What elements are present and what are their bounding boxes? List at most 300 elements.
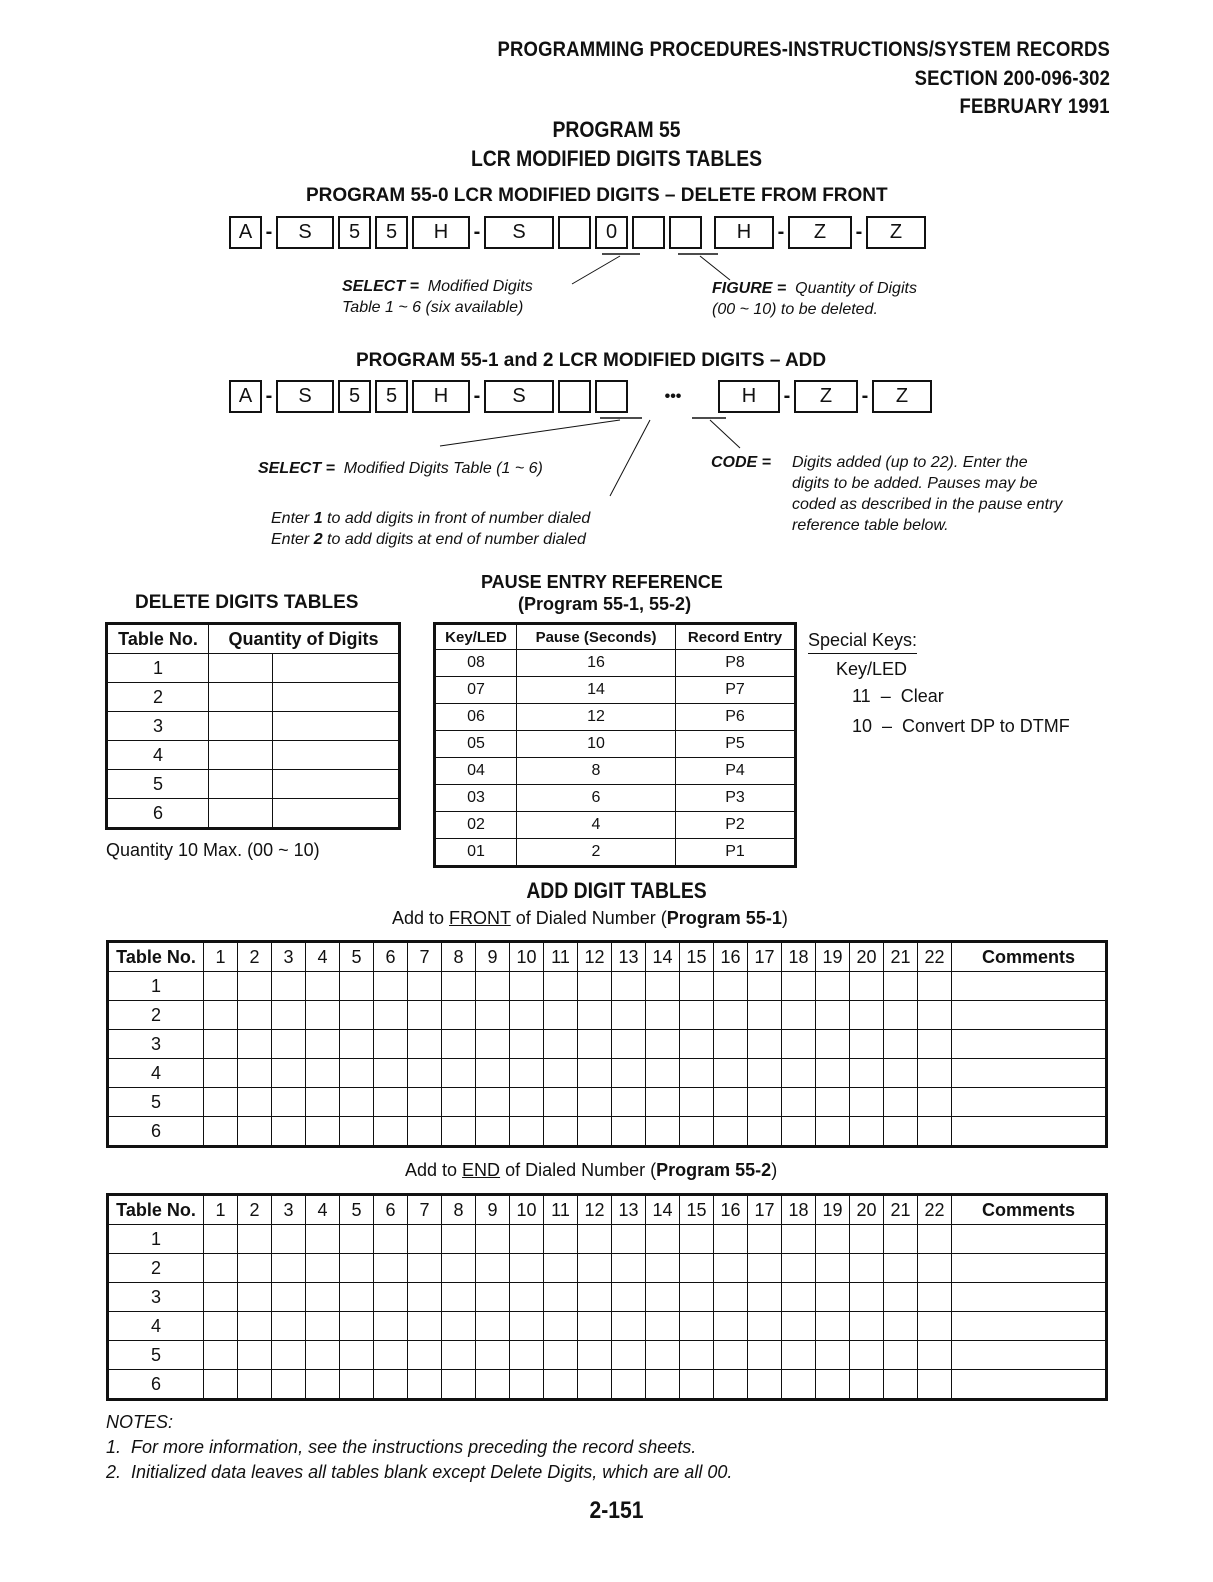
entry-cell[interactable] [272, 1370, 306, 1400]
row-label: 3 [108, 1030, 204, 1059]
entry-cell[interactable] [612, 1283, 646, 1312]
entry-cell[interactable] [884, 1088, 918, 1117]
entry-cell[interactable] [340, 1225, 374, 1254]
entry-cell[interactable] [204, 1283, 238, 1312]
entry-cell[interactable] [510, 1254, 544, 1283]
entry-cell[interactable] [612, 1001, 646, 1030]
entry-cell[interactable] [476, 972, 510, 1001]
comments-cell[interactable] [952, 1225, 1107, 1254]
key-box: 5 [338, 380, 371, 413]
entry-cell[interactable] [782, 972, 816, 1001]
entry-cell[interactable] [918, 1117, 952, 1147]
entry-cell[interactable] [646, 1254, 680, 1283]
entry-cell[interactable] [850, 1059, 884, 1088]
entry-cell[interactable] [782, 1001, 816, 1030]
entry-cell[interactable] [646, 972, 680, 1001]
digit-col-header: 11 [544, 942, 578, 972]
entry-cell[interactable] [204, 972, 238, 1001]
entry-cell[interactable] [306, 972, 340, 1001]
entry-cell[interactable] [374, 972, 408, 1001]
comments-cell[interactable] [952, 1030, 1107, 1059]
entry-cell[interactable] [442, 1341, 476, 1370]
entry-cell[interactable] [510, 1001, 544, 1030]
entry-cell[interactable] [884, 1059, 918, 1088]
entry-cell[interactable] [612, 1059, 646, 1088]
delete-table-note: Quantity 10 Max. (00 ~ 10) [106, 840, 320, 860]
entry-cell[interactable] [442, 1283, 476, 1312]
entry-cell[interactable] [884, 1254, 918, 1283]
entry-cell[interactable] [578, 1001, 612, 1030]
entry-cell[interactable] [238, 1341, 272, 1370]
entry-cell[interactable] [850, 1225, 884, 1254]
entry-cell[interactable] [884, 1312, 918, 1341]
entry-cell[interactable] [272, 1088, 306, 1117]
entry-cell[interactable] [714, 1225, 748, 1254]
entry-cell[interactable] [748, 1088, 782, 1117]
entry-cell[interactable] [306, 1001, 340, 1030]
entry-cell[interactable] [646, 1117, 680, 1147]
entry-cell[interactable] [272, 712, 399, 741]
entry-cell[interactable] [204, 1059, 238, 1088]
entry-cell[interactable] [680, 972, 714, 1001]
entry-cell[interactable] [884, 1030, 918, 1059]
entry-cell[interactable] [578, 1370, 612, 1400]
entry-cell[interactable] [714, 1370, 748, 1400]
comments-cell[interactable] [952, 1312, 1107, 1341]
entry-cell[interactable] [340, 1030, 374, 1059]
entry-cell[interactable] [442, 1001, 476, 1030]
entry-cell[interactable] [850, 1001, 884, 1030]
entry-cell[interactable] [544, 972, 578, 1001]
entry-cell[interactable] [782, 1283, 816, 1312]
entry-cell[interactable] [408, 1088, 442, 1117]
entry-cell[interactable] [374, 1059, 408, 1088]
entry-cell[interactable] [578, 1312, 612, 1341]
entry-cell[interactable] [476, 1341, 510, 1370]
entry-cell[interactable] [306, 1312, 340, 1341]
entry-cell[interactable] [714, 1117, 748, 1147]
entry-cell[interactable] [209, 712, 273, 741]
entry-cell[interactable] [408, 1225, 442, 1254]
entry-cell[interactable] [306, 1225, 340, 1254]
entry-cell[interactable] [306, 1117, 340, 1147]
entry-cell[interactable] [612, 1117, 646, 1147]
entry-cell[interactable] [306, 1030, 340, 1059]
entry-cell[interactable] [918, 1370, 952, 1400]
entry-cell[interactable] [544, 1030, 578, 1059]
entry-cell[interactable] [646, 1312, 680, 1341]
entry-cell[interactable] [306, 1283, 340, 1312]
entry-cell[interactable] [646, 1225, 680, 1254]
entry-cell[interactable] [408, 1030, 442, 1059]
entry-cell[interactable] [306, 1088, 340, 1117]
entry-cell[interactable] [714, 1001, 748, 1030]
entry-cell[interactable] [612, 1370, 646, 1400]
entry-cell[interactable] [510, 1117, 544, 1147]
entry-cell[interactable] [442, 1370, 476, 1400]
entry-cell[interactable] [442, 1117, 476, 1147]
entry-cell[interactable] [306, 1341, 340, 1370]
entry-cell[interactable] [544, 1088, 578, 1117]
entry-cell[interactable] [510, 1030, 544, 1059]
entry-cell[interactable] [612, 1030, 646, 1059]
entry-cell[interactable] [340, 1001, 374, 1030]
comments-cell[interactable] [952, 972, 1107, 1001]
col-header: Record Entry [676, 624, 796, 650]
entry-cell[interactable] [850, 1341, 884, 1370]
entry-cell[interactable] [782, 1117, 816, 1147]
entry-cell[interactable] [578, 1225, 612, 1254]
entry-cell[interactable] [408, 1341, 442, 1370]
entry-cell[interactable] [918, 1225, 952, 1254]
entry-cell[interactable] [680, 1030, 714, 1059]
comments-cell[interactable] [952, 1117, 1107, 1147]
entry-cell[interactable] [374, 1225, 408, 1254]
entry-cell[interactable] [646, 1030, 680, 1059]
entry-cell[interactable] [578, 1341, 612, 1370]
entry-cell[interactable] [680, 1254, 714, 1283]
entry-cell[interactable] [816, 1088, 850, 1117]
entry-cell[interactable] [918, 1030, 952, 1059]
entry-cell[interactable] [442, 1030, 476, 1059]
entry-cell[interactable] [238, 1030, 272, 1059]
entry-cell[interactable] [374, 1117, 408, 1147]
entry-cell[interactable] [238, 972, 272, 1001]
entry-cell[interactable] [918, 972, 952, 1001]
entry-cell[interactable] [884, 1283, 918, 1312]
entry-cell[interactable] [272, 741, 399, 770]
entry-cell[interactable] [238, 1059, 272, 1088]
p5512-key-sequence: A - S 5 5 H - S ••• H - Z - Z [229, 380, 932, 413]
entry-cell[interactable] [714, 1283, 748, 1312]
entry-cell[interactable] [442, 1059, 476, 1088]
entry-cell[interactable] [782, 1341, 816, 1370]
entry-cell[interactable] [748, 1341, 782, 1370]
entry-cell[interactable] [272, 770, 399, 799]
entry-cell[interactable] [544, 1283, 578, 1312]
entry-cell[interactable] [374, 1370, 408, 1400]
entry-cell[interactable] [816, 1001, 850, 1030]
entry-cell[interactable] [884, 1370, 918, 1400]
entry-cell[interactable] [238, 1370, 272, 1400]
entry-cell[interactable] [408, 1001, 442, 1030]
entry-cell[interactable] [476, 1001, 510, 1030]
entry-cell[interactable] [816, 1030, 850, 1059]
entry-cell[interactable] [374, 1001, 408, 1030]
entry-cell[interactable] [884, 1341, 918, 1370]
entry-cell[interactable] [850, 972, 884, 1001]
entry-cell[interactable] [272, 1283, 306, 1312]
entry-cell[interactable] [272, 1312, 306, 1341]
entry-cell[interactable] [714, 972, 748, 1001]
comments-cell[interactable] [952, 1341, 1107, 1370]
entry-cell[interactable] [340, 1117, 374, 1147]
entry-cell[interactable] [782, 1030, 816, 1059]
entry-cell[interactable] [272, 1341, 306, 1370]
entry-cell[interactable] [306, 1059, 340, 1088]
entry-cell[interactable] [918, 1088, 952, 1117]
entry-cell[interactable] [680, 1001, 714, 1030]
entry-cell[interactable] [374, 1312, 408, 1341]
entry-cell[interactable] [816, 1117, 850, 1147]
comments-cell[interactable] [952, 1283, 1107, 1312]
entry-cell[interactable] [680, 1059, 714, 1088]
entry-cell[interactable] [340, 1088, 374, 1117]
entry-cell[interactable] [510, 1225, 544, 1254]
entry-cell[interactable] [850, 1254, 884, 1283]
entry-cell[interactable] [884, 1225, 918, 1254]
entry-cell[interactable] [408, 1254, 442, 1283]
entry-cell[interactable] [238, 1283, 272, 1312]
comments-cell[interactable] [952, 1059, 1107, 1088]
entry-cell[interactable] [209, 799, 273, 829]
entry-cell[interactable] [204, 1370, 238, 1400]
entry-cell[interactable] [272, 1001, 306, 1030]
entry-cell[interactable] [578, 972, 612, 1001]
key-box [558, 380, 591, 413]
col-header: Quantity of Digits [209, 624, 400, 654]
entry-cell[interactable] [544, 1312, 578, 1341]
entry-cell[interactable] [476, 1312, 510, 1341]
entry-cell[interactable] [646, 1341, 680, 1370]
entry-cell[interactable] [578, 1030, 612, 1059]
entry-cell[interactable] [272, 1254, 306, 1283]
comments-cell[interactable] [952, 1370, 1107, 1400]
entry-cell[interactable] [816, 1341, 850, 1370]
entry-cell[interactable] [748, 1117, 782, 1147]
add-end-caption: Add to END of Dialed Number (Program 55-2) [405, 1160, 778, 1180]
entry-cell[interactable] [714, 1254, 748, 1283]
entry-cell[interactable] [544, 1225, 578, 1254]
entry-cell[interactable] [408, 1283, 442, 1312]
entry-cell[interactable] [306, 1370, 340, 1400]
entry-cell[interactable] [748, 972, 782, 1001]
entry-cell[interactable] [646, 1059, 680, 1088]
entry-cell[interactable] [578, 1088, 612, 1117]
entry-cell[interactable] [748, 1370, 782, 1400]
comments-cell[interactable] [952, 1001, 1107, 1030]
entry-cell[interactable] [612, 972, 646, 1001]
entry-cell[interactable] [680, 1370, 714, 1400]
entry-cell[interactable] [544, 1059, 578, 1088]
entry-cell[interactable] [204, 1254, 238, 1283]
entry-cell[interactable] [714, 1341, 748, 1370]
entry-cell[interactable] [612, 1088, 646, 1117]
entry-cell[interactable] [442, 972, 476, 1001]
entry-cell[interactable] [209, 770, 273, 799]
entry-cell[interactable] [510, 1341, 544, 1370]
entry-cell[interactable] [340, 1254, 374, 1283]
entry-cell[interactable] [442, 1254, 476, 1283]
entry-cell[interactable] [646, 1283, 680, 1312]
entry-cell[interactable] [850, 1312, 884, 1341]
entry-cell[interactable] [714, 1088, 748, 1117]
entry-cell[interactable] [374, 1341, 408, 1370]
entry-cell[interactable] [476, 1370, 510, 1400]
entry-cell[interactable] [544, 1001, 578, 1030]
entry-cell[interactable] [612, 1254, 646, 1283]
entry-cell[interactable] [272, 683, 399, 712]
entry-cell[interactable] [544, 1254, 578, 1283]
entry-cell[interactable] [204, 1088, 238, 1117]
entry-cell[interactable] [680, 1225, 714, 1254]
entry-cell[interactable] [510, 972, 544, 1001]
entry-cell[interactable] [408, 1117, 442, 1147]
entry-cell[interactable] [340, 1341, 374, 1370]
entry-cell[interactable] [204, 1001, 238, 1030]
entry-cell[interactable] [544, 1341, 578, 1370]
entry-cell[interactable] [680, 1117, 714, 1147]
row-label: 3 [108, 1283, 204, 1312]
entry-cell[interactable] [612, 1341, 646, 1370]
entry-cell[interactable] [816, 1370, 850, 1400]
entry-cell[interactable] [510, 1088, 544, 1117]
entry-cell[interactable] [442, 1312, 476, 1341]
entry-cell[interactable] [782, 1254, 816, 1283]
entry-cell[interactable] [476, 1225, 510, 1254]
entry-cell[interactable] [238, 1312, 272, 1341]
entry-cell[interactable] [578, 1283, 612, 1312]
entry-cell[interactable] [306, 1254, 340, 1283]
entry-cell[interactable] [476, 1059, 510, 1088]
entry-cell[interactable] [340, 972, 374, 1001]
entry-cell[interactable] [476, 1117, 510, 1147]
entry-cell[interactable] [340, 1312, 374, 1341]
entry-cell[interactable] [272, 799, 399, 829]
entry-cell[interactable] [204, 1341, 238, 1370]
entry-cell[interactable] [884, 1117, 918, 1147]
entry-cell[interactable] [578, 1059, 612, 1088]
entry-cell[interactable] [850, 1370, 884, 1400]
entry-cell[interactable] [238, 1225, 272, 1254]
entry-cell[interactable] [340, 1059, 374, 1088]
entry-cell[interactable] [782, 1370, 816, 1400]
entry-cell[interactable] [680, 1283, 714, 1312]
entry-cell[interactable] [209, 741, 273, 770]
entry-cell[interactable] [646, 1088, 680, 1117]
entry-cell[interactable] [714, 1059, 748, 1088]
entry-cell[interactable] [748, 1254, 782, 1283]
entry-cell[interactable] [816, 972, 850, 1001]
entry-cell[interactable] [272, 1225, 306, 1254]
entry-cell[interactable] [238, 1254, 272, 1283]
entry-cell[interactable] [850, 1117, 884, 1147]
entry-cell[interactable] [408, 1059, 442, 1088]
entry-cell[interactable] [748, 1225, 782, 1254]
entry-cell[interactable] [748, 1312, 782, 1341]
entry-cell[interactable] [476, 1030, 510, 1059]
entry-cell[interactable] [612, 1312, 646, 1341]
entry-cell[interactable] [850, 1088, 884, 1117]
entry-cell[interactable] [816, 1283, 850, 1312]
entry-cell[interactable] [816, 1312, 850, 1341]
entry-cell[interactable] [272, 1030, 306, 1059]
entry-cell[interactable] [782, 1312, 816, 1341]
entry-cell[interactable] [748, 1283, 782, 1312]
entry-cell[interactable] [544, 1117, 578, 1147]
entry-cell[interactable] [884, 1001, 918, 1030]
entry-cell[interactable] [918, 1001, 952, 1030]
entry-cell[interactable] [680, 1088, 714, 1117]
entry-cell[interactable] [748, 1030, 782, 1059]
entry-cell[interactable] [714, 1312, 748, 1341]
table-cell: P5 [676, 731, 796, 758]
entry-cell[interactable] [918, 1059, 952, 1088]
entry-cell[interactable] [374, 1283, 408, 1312]
entry-cell[interactable] [918, 1341, 952, 1370]
entry-cell[interactable] [782, 1088, 816, 1117]
entry-cell[interactable] [374, 1088, 408, 1117]
entry-cell[interactable] [476, 1254, 510, 1283]
entry-cell[interactable] [782, 1059, 816, 1088]
entry-cell[interactable] [782, 1225, 816, 1254]
entry-cell[interactable] [204, 1117, 238, 1147]
entry-cell[interactable] [442, 1088, 476, 1117]
comments-cell[interactable] [952, 1088, 1107, 1117]
entry-cell[interactable] [510, 1370, 544, 1400]
entry-cell[interactable] [578, 1117, 612, 1147]
entry-cell[interactable] [238, 1001, 272, 1030]
entry-cell[interactable] [918, 1254, 952, 1283]
entry-cell[interactable] [918, 1312, 952, 1341]
entry-cell[interactable] [408, 1370, 442, 1400]
entry-cell[interactable] [340, 1370, 374, 1400]
entry-cell[interactable] [272, 1117, 306, 1147]
entry-cell[interactable] [272, 654, 399, 683]
entry-cell[interactable] [510, 1312, 544, 1341]
entry-cell[interactable] [204, 1225, 238, 1254]
entry-cell[interactable] [646, 1370, 680, 1400]
entry-cell[interactable] [612, 1225, 646, 1254]
entry-cell[interactable] [340, 1283, 374, 1312]
entry-cell[interactable] [272, 972, 306, 1001]
entry-cell[interactable] [816, 1225, 850, 1254]
entry-cell[interactable] [374, 1254, 408, 1283]
entry-cell[interactable] [510, 1059, 544, 1088]
entry-cell[interactable] [374, 1030, 408, 1059]
entry-cell[interactable] [850, 1030, 884, 1059]
entry-cell[interactable] [209, 654, 273, 683]
entry-cell[interactable] [272, 1059, 306, 1088]
entry-cell[interactable] [884, 972, 918, 1001]
entry-cell[interactable] [646, 1001, 680, 1030]
comments-cell[interactable] [952, 1254, 1107, 1283]
entry-cell[interactable] [918, 1283, 952, 1312]
entry-cell[interactable] [408, 1312, 442, 1341]
entry-cell[interactable] [578, 1254, 612, 1283]
entry-cell[interactable] [204, 1312, 238, 1341]
col-header: Comments [952, 942, 1107, 972]
entry-cell[interactable] [510, 1283, 544, 1312]
entry-cell[interactable] [816, 1059, 850, 1088]
entry-cell[interactable] [748, 1001, 782, 1030]
entry-cell[interactable] [850, 1283, 884, 1312]
entry-cell[interactable] [238, 1088, 272, 1117]
entry-cell[interactable] [816, 1254, 850, 1283]
entry-cell[interactable] [408, 972, 442, 1001]
entry-cell[interactable] [204, 1030, 238, 1059]
entry-cell[interactable] [680, 1312, 714, 1341]
entry-cell[interactable] [476, 1088, 510, 1117]
entry-cell[interactable] [209, 683, 273, 712]
entry-cell[interactable] [238, 1117, 272, 1147]
entry-cell[interactable] [680, 1341, 714, 1370]
entry-cell[interactable] [748, 1059, 782, 1088]
entry-cell[interactable] [476, 1283, 510, 1312]
entry-cell[interactable] [544, 1370, 578, 1400]
entry-cell[interactable] [442, 1225, 476, 1254]
entry-cell[interactable] [714, 1030, 748, 1059]
